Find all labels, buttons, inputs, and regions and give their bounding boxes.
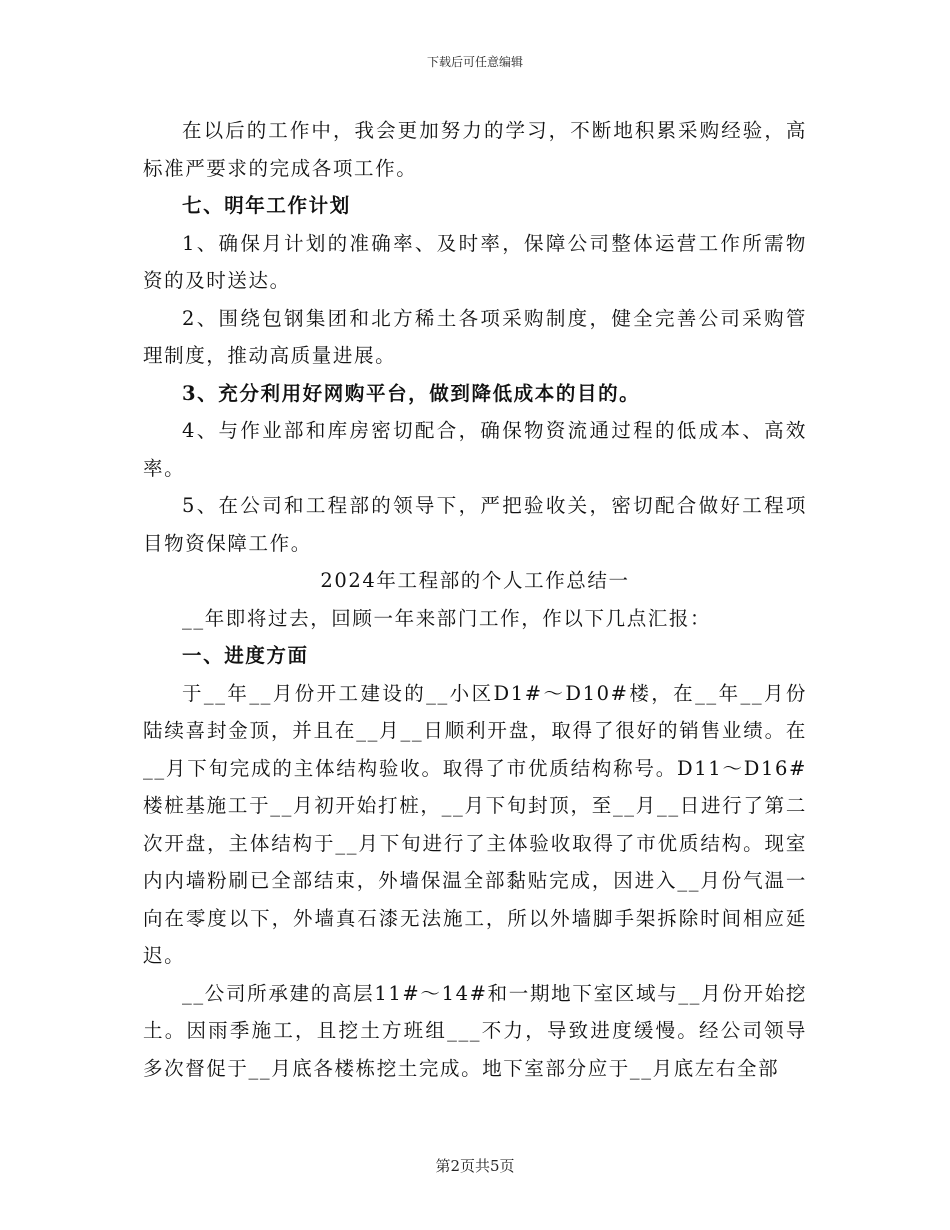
plan-item-2: 2、围绕包钢集团和北方稀土各项采购制度，健全完善公司采购管理制度，推动高质量进展。 (143, 306, 807, 367)
page-header: 下载后可任意编辑 (426, 55, 523, 69)
paragraph-intro: __年即将过去，回顾一年来部门工作，作以下几点汇报： (182, 606, 712, 630)
section-heading-plan: 七、明年工作计划 (182, 194, 351, 217)
paragraph-progress-2: __公司所承建的高层11#～14#和一期地下室区域与__月份开始挖土。因雨季施工，且挖土方班组___不力，导致进度缓慢。经公司领导多次督促于__月底各楼栋挖土完成。地下室部分应于__月底左右全部 (143, 981, 807, 1080)
document-body (143, 112, 807, 1087)
page-footer: 第2页共5页 (435, 1157, 515, 1175)
plan-item-1: 1、确保月计划的准确率、及时率，保障公司整体运营工作所需物资的及时送达。 (143, 231, 807, 292)
document-title: 2024年工程部的个人工作总结一 (320, 569, 630, 592)
paragraph-progress-1: 于__年__月份开工建设的__小区D1#～D10#楼，在__年__月份陆续喜封金顶，并且在__月__日顺利开盘，取得了很好的销售业绩。在__月下旬完成的主体结构验收。取得了市优质结构称号。D11～D16#楼桩基施工于__月初开始打桩，__月下旬封顶，至__月__日进行了第二次开盘，主体结构于__月下旬进行了主体验收取得了市优质结构。现室内内墙粉刷已全部结束，外墙保温全部黏贴完成，因进入__月份气温一向在零度以下，外墙真石漆无法施工，所以外墙脚手架拆除时间相应延迟。 (143, 681, 807, 967)
section-heading-progress: 一、进度方面 (182, 644, 309, 667)
paragraph-conclusion: 在以后的工作中，我会更加努力的学习，不断地积累采购经验，高标准严要求的完成各项工作。 (143, 119, 807, 180)
plan-item-3: 3、充分利用好网购平台，做到降低成本的目的。 (182, 381, 641, 405)
plan-item-5: 5、在公司和工程部的领导下，严把验收关，密切配合做好工程项目物资保障工作。 (143, 494, 807, 555)
plan-item-4: 4、与作业部和库房密切配合，确保物资流通过程的低成本、高效率。 (143, 419, 807, 480)
